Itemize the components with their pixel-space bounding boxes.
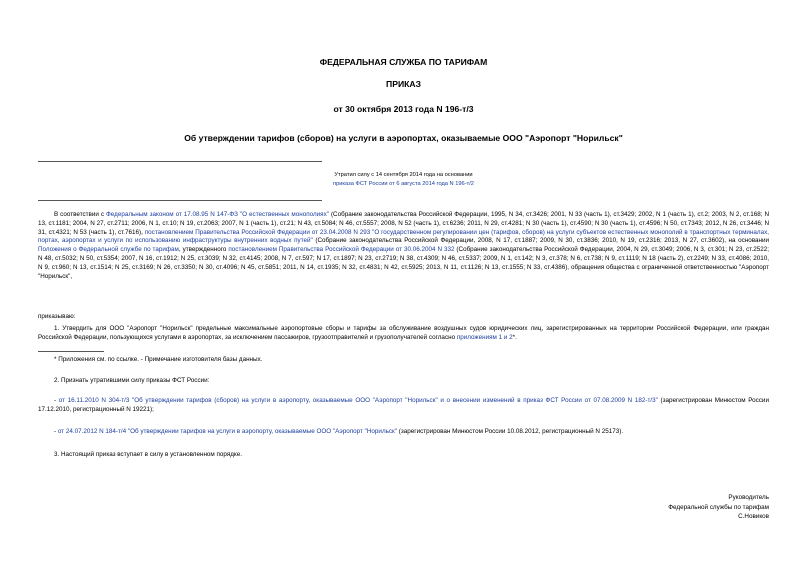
- status-note-link[interactable]: приказа ФСТ России от 6 августа 2014 года N 196-т/2: [333, 181, 474, 187]
- status-note: [0, 171, 807, 189]
- item-2: 2. Признать утратившими силу приказы ФСТ России:: [54, 377, 210, 384]
- item-1-suffix: *.: [512, 333, 517, 341]
- preamble-text: , утвержденного: [178, 246, 229, 254]
- item-2-sub-1: [38, 397, 769, 415]
- item-2-sub-1-text: (зарегистрирован Минюстом России 17.12.2010, регистрационный N 19221);: [38, 397, 769, 413]
- item-2-sub-2-text: (зарегистрирован Минюстом России 10.08.2012, регистрационный N 25173).: [397, 428, 624, 435]
- doc-date-number: от 30 октября 2013 года N 196-т/3: [333, 104, 474, 114]
- footnote: * Приложения см. по ссылке. - Примечание изготовителя базы данных.: [54, 356, 263, 363]
- link-federal-law[interactable]: Федеральным законом от 17.08.95 N 147-ФЗ "О естественных монополиях": [106, 211, 329, 218]
- signature-block: [668, 493, 769, 522]
- link-appendices[interactable]: приложениям 1 и 2: [456, 333, 513, 341]
- link-order-184[interactable]: от 24.07.2012 N 184-т/4 "Об утверждении тарифов на услуги в аэропорту, оказываемые ООО "Аэропорт "Норильск": [57, 428, 398, 435]
- footnote-separator: [38, 351, 104, 352]
- dash: -: [54, 397, 59, 404]
- link-government-decree-332[interactable]: постановлением Правительства Российской Федерации от 30.06.2004 N 332: [228, 246, 455, 254]
- link-regulation-fst[interactable]: Положения о Федеральной службе по тарифам: [38, 246, 179, 254]
- link-order-304[interactable]: от 16.11.2010 N 304-т/3 "Об утверждении тарифов (сборов) на услуги в аэропорту, оказываемые ООО "Аэропорт "Норильск" и о внесении изменений в приказ ФСТ России от 07.08.2009 N 182-т/3": [58, 397, 658, 404]
- preamble-text: В соответствии с: [54, 211, 107, 218]
- agency-name: ФЕДЕРАЛЬНАЯ СЛУЖБА ПО ТАРИФАМ: [319, 57, 488, 67]
- separator-bottom: [38, 200, 322, 201]
- preamble-text: (Собрание законодательства Российской Федерации, 2004, N 29, ст.3049; 2006, N 3, ст.301; N 23, ст.2522; N 48, ст.5032; N 50, ст.5354; 2007, N 16, ст.1912; N 25, ст.3039; N 32, ст.4145; 2008, N 7, ст.597; N 17, ст.1897; N 23, ст.2719; N 38, ст.4309; N 46, ст.5337; 2009, N 1, ст.142; N 3, ст.378; N 6, ст.738; N 9, ст.1119; N 18 (часть 2), ст.2249; N 33, ст.4086; 2010, N 9, ст.960; N 13, ст.1514; N 25, ст.3169; N 26, ст.3350; N 30, ст.4096; N 45, ст.5851; 2011, N 14, ст.1935; N 32, ст.4831; N 42, ст.5925; 2013, N 11, ст.1126; N 13, ст.1555; N 33, ст.4386), обращения общества с ограниченной ответственностью "Аэропорт "Норильск",: [38, 246, 769, 280]
- item-3: 3. Настоящий приказ вступает в силу в установленном порядке.: [54, 451, 243, 458]
- preamble-text: (Собрание законодательства Российской Федерации, 2008, N 17, ст.1887; 2009, N 30, ст.3836; 2010, N 19, ст.2316; 2013, N 27, ст.3602), на основании: [312, 237, 769, 245]
- preamble-paragraph: [38, 211, 769, 281]
- dash: -: [54, 428, 58, 435]
- order-word: приказываю:: [38, 313, 76, 320]
- signature-organization: Федеральной службы по тарифам: [668, 503, 769, 511]
- preamble-text: (Собрание законодательства Российской Федерации, 1995, N 34, ст.3426; 2001, N 33 (часть 1), ст.3429; 2002, N 1 (часть 1), ст.2; 2003, N 2, ст.168; N 13, ст.1181; 2004, N 27, ст.2711; 2006, N 1, ст.10; N 19, ст.2063; 2007, N 1 (часть 1), ст.21; N 43, ст.5084; N 46, ст.5557; 2008, N 52 (часть 1), ст.6236; 2011, N 29, ст.4281; N 30 (часть 1), ст.4590; N 30 (часть 1), ст.4596; N 50, ст.7343; 2012, N 26, ст.3446; N 31, ст.4321; N 53 (часть 1), ст.7616),: [38, 211, 770, 236]
- link-government-decree-293[interactable]: постановлением Правительства Российской Федерации от 23.04.2008 N 293 "О государственном регулировании цен (тарифов, сборов) на услуги субъектов естественных монополий в транспортных терминалах, портах, аэропортах и услуги по использованию инфраструктуры внутренних водных путей": [38, 228, 770, 245]
- item-2-sub-2: [38, 428, 769, 437]
- signature-position: Руководитель: [728, 494, 769, 501]
- item-1-text: 1. Утвердить для ООО "Аэропорт "Норильск" предельные максимальные аэропортовые сборы и тарифы за обслуживание воздушных судов юридических лиц, зарегистрированных на территории Российской Федерации, или граждан Российской Федерации, пользующихся услугами в аэропортах, за исключением пассажиров, грузоотправителей и грузополучателей согласно: [38, 325, 769, 341]
- signature-name: С.Новиков: [738, 513, 769, 521]
- doc-type: ПРИКАЗ: [386, 79, 421, 89]
- item-1: [38, 325, 769, 343]
- doc-title: Об утверждении тарифов (сборов) на услуги в аэропортах, оказываемые ООО "Аэропорт "Норильск": [184, 133, 623, 143]
- separator-top: [38, 161, 322, 162]
- status-note-line: Утратил силу с 14 сентября 2014 года на основании: [334, 172, 473, 178]
